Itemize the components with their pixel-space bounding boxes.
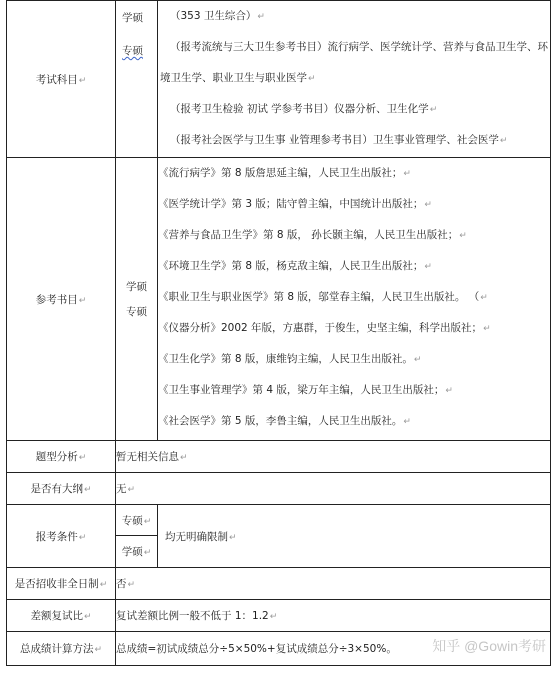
- exam-subjects-line-4: （报考卫生检验 初试 学参考书目）仪器分析、卫生化学↵: [170, 103, 438, 115]
- part-time-label: 是否招收非全日制: [14, 578, 99, 590]
- exam-subjects-content-cell: [116, 1, 551, 158]
- paragraph-mark-icon: ↵: [229, 532, 237, 543]
- requirements-label: 报考条件: [35, 530, 78, 543]
- reference-item: 《职业卫生与职业医学》第 8 版，邬堂春主编，人民卫生出版社。 （↵: [158, 291, 488, 303]
- row-part-time: [7, 568, 551, 600]
- ratio-value-cell: [116, 600, 551, 632]
- ratio-value: 复试差额比例一般不低于 1：1.2: [116, 610, 269, 622]
- part-time-value-cell: [116, 568, 551, 600]
- row-question-types: [7, 441, 551, 473]
- syllabus-label: 是否有大纲: [30, 483, 83, 495]
- exam-subjects-sub-top: [122, 10, 143, 25]
- syllabus-label-cell: [7, 473, 116, 505]
- reference-item: 《医学统计学》第 3 版；陆守曾主编，中国统计出版社；↵: [158, 198, 432, 210]
- exam-subjects-sub-column: [116, 1, 158, 157]
- reference-item: 《流行病学》第 8 版詹思延主编，人民卫生出版社；↵: [158, 167, 411, 179]
- row-ratio: [7, 600, 551, 632]
- syllabus-value: 无: [116, 483, 127, 495]
- requirements-label-cell: [7, 505, 116, 568]
- requirements-value-cell: [158, 505, 551, 568]
- total-score-value: 总成绩=初试成绩总分÷5×50%+复试成绩总分÷3×50%。: [116, 643, 397, 655]
- question-types-value-cell: [116, 441, 551, 473]
- references-content-cell: [158, 158, 551, 441]
- exam-subjects-label: 考试科目: [35, 73, 78, 86]
- requirements-sub-top-cell: [116, 505, 158, 536]
- part-time-value: 否: [116, 578, 127, 590]
- exam-subjects-sub-bottom: [122, 43, 143, 58]
- paragraph-mark-icon: ↵: [143, 548, 152, 558]
- references-sub-top: 学硕: [126, 281, 147, 293]
- reference-item: 《环境卫生学》第 8 版，杨克敌主编，人民卫生出版社；↵: [158, 260, 432, 272]
- exam-subjects-line-5: （报考社会医学与卫生事 业管理参考书目）卫生事业管理学、社会医学↵: [170, 134, 508, 146]
- exam-subjects-line-1: （353 卫生综合）↵: [170, 10, 265, 22]
- ratio-label: 差额复试比: [30, 610, 83, 622]
- paragraph-mark-icon: ↵: [78, 75, 87, 86]
- row-syllabus: [7, 473, 551, 505]
- ratio-label-cell: [7, 600, 116, 632]
- paragraph-mark-icon: ↵: [78, 532, 87, 543]
- exam-subjects-line-3: 境卫生学、职业卫生与职业医学↵: [160, 72, 316, 84]
- exam-subjects-lines: [158, 1, 550, 156]
- reference-item: 《仪器分析》2002 年版，方惠群，于俊生，史坚主编，科学出版社；↵: [158, 322, 491, 334]
- reference-item: 《卫生化学》第 8 版，康维钧主编，人民卫生出版社。↵: [158, 353, 422, 365]
- requirements-value: 均无明确限制: [165, 530, 228, 543]
- question-types-label: 题型分析: [35, 451, 78, 463]
- row-requirements-top: [7, 505, 551, 536]
- reference-item: 《营养与食品卫生学》第 8 版， 孙长颢主编，人民卫生出版社；↵: [158, 229, 467, 241]
- sub-label-professional: 专硕: [122, 45, 143, 57]
- paragraph-mark-icon: ↵: [78, 453, 87, 463]
- references-sub-cell: [116, 158, 158, 441]
- paragraph-mark-icon: ↵: [143, 516, 152, 527]
- requirements-sub-top: 专硕: [121, 514, 143, 527]
- references-label-cell: [7, 158, 116, 441]
- question-types-value: 暂无相关信息: [116, 451, 179, 463]
- exam-subjects-label-cell: [7, 1, 116, 158]
- paragraph-mark-icon: ↵: [127, 580, 136, 590]
- requirements-sub-bottom: 学硕: [121, 546, 143, 558]
- row-exam-subjects: [7, 1, 551, 158]
- row-total-score: [7, 632, 551, 666]
- requirements-sub-bottom-cell: [116, 536, 158, 568]
- paragraph-mark-icon: ↵: [83, 485, 92, 495]
- paragraph-mark-icon: ↵: [269, 612, 278, 622]
- question-types-label-cell: [7, 441, 116, 473]
- total-score-value-cell: [116, 632, 551, 666]
- part-time-label-cell: [7, 568, 116, 600]
- watermark: 知乎 @Gowin考研: [432, 638, 546, 654]
- exam-info-table: [6, 0, 551, 666]
- references-sub-bottom: 专硕: [126, 306, 147, 318]
- row-references: [7, 158, 551, 441]
- paragraph-mark-icon: ↵: [180, 453, 188, 463]
- total-score-label-cell: [7, 632, 116, 666]
- syllabus-value-cell: [116, 473, 551, 505]
- reference-item: 《社会医学》第 5 版，李鲁主编，人民卫生出版社。↵: [158, 415, 411, 427]
- paragraph-mark-icon: ↵: [99, 580, 108, 590]
- paragraph-mark-icon: ↵: [83, 612, 92, 622]
- references-label: 参考书目: [35, 293, 78, 306]
- reference-item: 《卫生事业管理学》第 4 版，梁万年主编，人民卫生出版社；↵: [158, 384, 453, 396]
- exam-subjects-line-2: （报考流统与三大卫生参考书目）流行病学、医学统计学、营养与食品卫生学、环: [170, 41, 548, 53]
- total-score-label: 总成绩计算方法: [19, 643, 94, 655]
- sub-label-academic: 学硕: [122, 12, 143, 24]
- paragraph-mark-icon: ↵: [127, 485, 136, 495]
- paragraph-mark-icon: ↵: [94, 645, 103, 655]
- paragraph-mark-icon: ↵: [78, 295, 87, 306]
